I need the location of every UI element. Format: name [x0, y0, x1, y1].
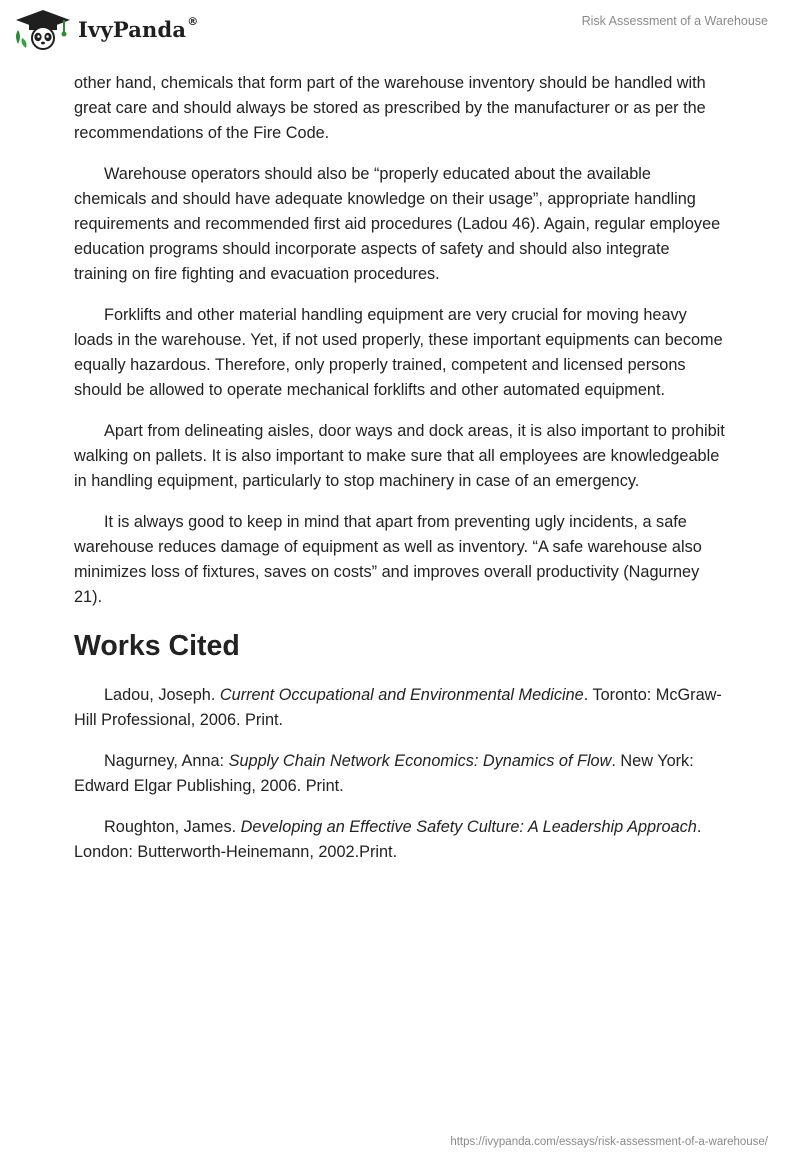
body-paragraph: Apart from delineating aisles, door ways and dock areas, it is also important to prohibit walking on pallets. It is also important to make sure that all employees are knowledgeable in handling equipment, particularly to stop machinery in case of an emergency. — [74, 422, 725, 490]
citation-publisher: . London: Butterworth-Heinemann, 2002.Print. — [74, 818, 702, 861]
brand-name — [78, 14, 199, 42]
citation-author: Roughton, James. — [104, 818, 237, 836]
body-paragraph: other hand, chemicals that form part of the warehouse inventory should be handled with great care and should always be stored as prescribed by the manufacturer or as per the recommendations of the Fire Code. — [74, 74, 706, 142]
body-paragraph: Warehouse operators should also be “properly educated about the available chemicals and should have adequate knowledge on their usage”, appropriate handling requirements and recommended first aid procedures (Ladou 46). Again, regular employee education programs should incorporate aspects of safety and should also integrate training on fire fighting and evacuation procedures. — [74, 165, 721, 283]
panda-graduation-cap-icon — [14, 8, 72, 50]
citation-author: Nagurney, Anna: — [104, 752, 225, 770]
citation-author: Ladou, Joseph. — [104, 686, 216, 704]
works-cited-heading: Works Cited — [74, 630, 240, 662]
citation-title: Developing an Effective Safety Culture: A Leadership Approach — [240, 818, 697, 836]
brand-logo[interactable] — [14, 8, 198, 50]
citation-title: Current Occupational and Environmental Medicine — [219, 686, 584, 704]
citation-publisher: . Toronto: McGraw- Hill Professional, 2006. Print. — [74, 686, 722, 729]
citation-entry — [74, 683, 726, 733]
citation-publisher: . New York: Edward Elgar Publishing, 2006. Print. — [74, 752, 694, 795]
citation-title: Supply Chain Network Economics: Dynamics of Flow — [228, 752, 612, 770]
document-title: Risk Assessment of a Warehouse — [581, 14, 768, 28]
registered-mark: ® — [187, 14, 199, 28]
citation-entry — [74, 815, 726, 865]
page-header — [0, 0, 800, 64]
citation-entry — [74, 749, 726, 799]
source-url-link[interactable]: https://ivypanda.com/essays/risk-assessment-of-a-warehouse/ — [450, 1136, 768, 1148]
brand-wordmark: IvyPanda — [78, 16, 187, 42]
body-paragraph: Forklifts and other material handling equipment are very crucial for moving heavy loads in the warehouse. Yet, if not used properly, these important equipments can become equally hazardous. Therefore, only properly trained, competent and licensed persons should be allowed to operate mechanical forklifts and other automated equipment. — [74, 306, 723, 399]
essay-content — [74, 71, 726, 881]
body-paragraph: It is always good to keep in mind that apart from preventing ugly incidents, a safe warehouse reduces damage of equipment as well as inventory. “A safe warehouse also minimizes loss of fixtures, saves on costs” and improves overall productivity (Nagurney 21). — [74, 513, 702, 606]
